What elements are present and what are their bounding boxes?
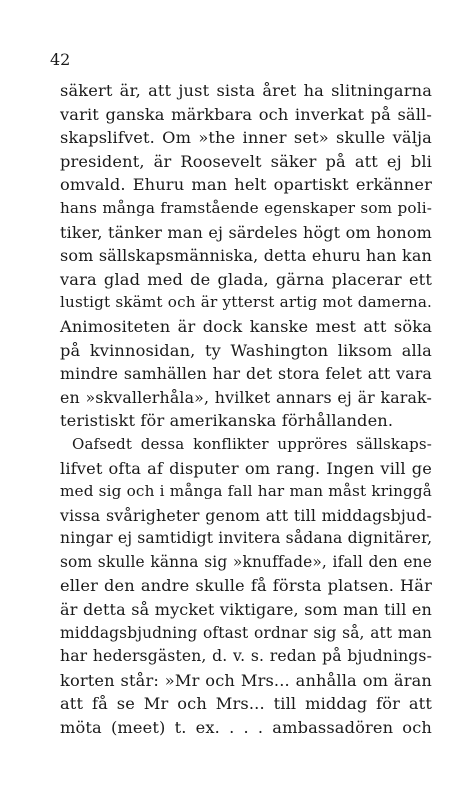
text-line: lustigt skämt och är ytterst artig mot damerna.: [60, 293, 432, 312]
text-line: skapslifvet. Om »the inner set» skulle välja: [60, 128, 432, 148]
text-line: middagsbjudning oftast ordnar sig så, att man: [60, 623, 432, 642]
text-line: Animositeten är dock kanske mest att söka: [60, 316, 432, 336]
text-line: vara glad med de glada, gärna placerar ett: [60, 269, 432, 289]
text-line: som skulle känna sig »knuffade», ifall den ene: [60, 552, 432, 571]
text-line: möta (meet) t. ex. . . . ambassadören och: [60, 718, 432, 738]
text-line: tiker, tänker man ej särdeles högt om honom: [60, 222, 432, 242]
body-text: [60, 79, 432, 740]
text-line: säkert är, att just sista året ha slitningarna: [60, 81, 432, 100]
text-line: president, är Roosevelt säker på att ej bli: [60, 151, 432, 171]
text-line: lifvet ofta af disputer om rang. Ingen vill ge: [60, 458, 432, 478]
text-line: omvald. Ehuru man helt opartiskt erkänner: [60, 175, 432, 195]
text-line: ningar ej samtidigt invitera sådana dignitärer,: [60, 529, 433, 548]
text-line: med sig och i många fall har man måst kringgå: [60, 482, 432, 501]
page-number: 42: [50, 50, 71, 69]
text-line: på kvinnosidan, ty Washington liksom alla: [60, 340, 432, 360]
text-line: är detta så mycket viktigare, som man till en: [60, 600, 432, 620]
text-line: varit ganska märkbara och inverkat på säll-: [60, 104, 432, 124]
text-line: Oafsedt dessa konflikter uppröres sällskaps-: [72, 434, 432, 453]
text-line: har hedersgästen, d. v. s. redan på bjudnings-: [60, 647, 432, 666]
text-line: vissa svårigheter genom att till middagsbjud-: [60, 505, 432, 525]
text-line: en »skvallerhåla», hvilket annars ej är karak-: [60, 387, 432, 407]
text-line: hans många framstående egenskaper som poli-: [60, 198, 432, 217]
text-line: eller den andre skulle få första platsen. Här: [60, 576, 432, 596]
text-line: att få se Mr och Mrs... till middag för att: [60, 694, 432, 714]
text-line: mindre samhällen har det stora felet att vara: [60, 364, 432, 384]
text-line: teristiskt för amerikanska förhållanden.: [60, 411, 394, 431]
text-line: korten står: »Mr och Mrs... anhålla om äran: [60, 670, 432, 690]
text-line: som sällskapsmänniska, detta ehuru han kan: [60, 246, 432, 266]
